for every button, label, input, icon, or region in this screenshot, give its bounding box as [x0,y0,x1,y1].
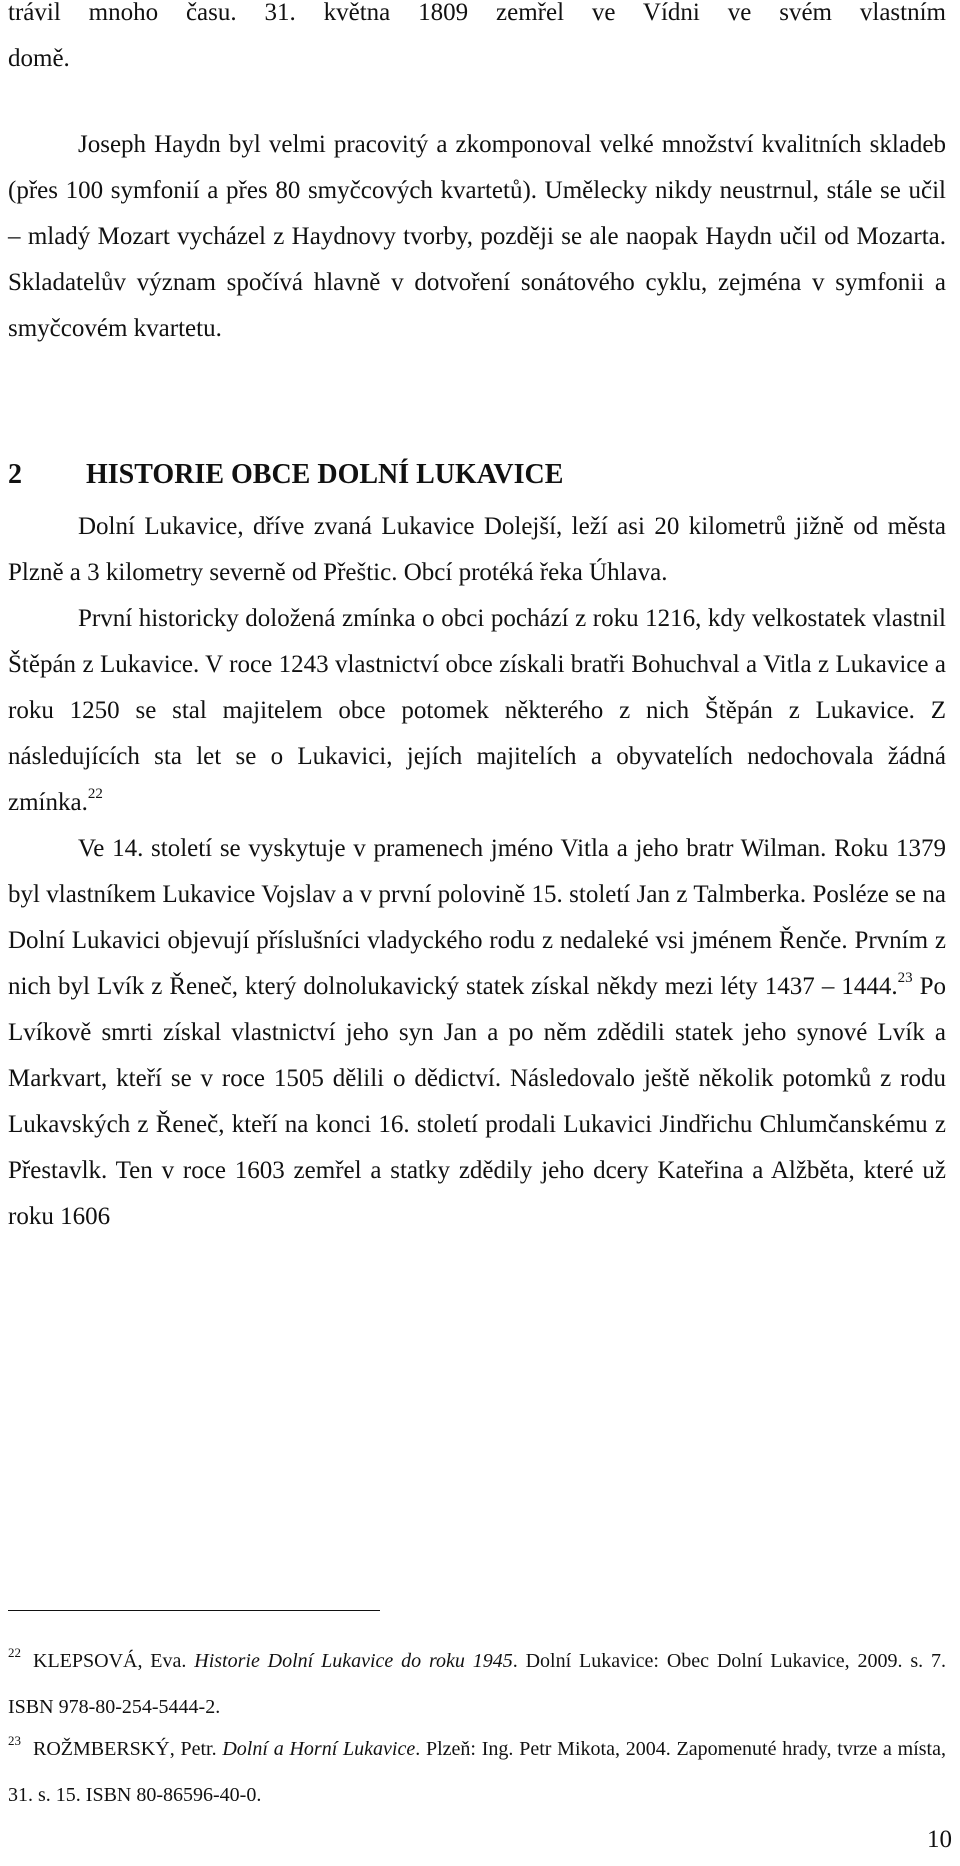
paragraph-owners-text-b: Po Lvíkově smrti získal vlastnictví jeho syn Jan a po něm zdědili statek jeho synové Lvík a Markvart, kteří se v roce 1505 dělili o dědictví. Následovalo ještě několik potomků z rodu Lukavských z Řeneč, kteří na konci 16. století prodali Lukavici Jindřichu Chlumčanskému z Přestavlk. Ten v roce 1603 zemřel a statky zdědily jeho dcery Kateřina a Alžběta, které už roku 1606 [8,973,946,1230]
page-number: 10 [927,1826,952,1853]
section-heading [8,450,946,500]
paragraph-owners-text-a: Ve 14. století se vyskytuje v pramenech jméno Vitla a jeho bratr Wilman. Roku 1379 byl vlastníkem Lukavice Vojslav a v první polovině 15. století Jan z Talmberka. Posléze se na Dolní Lukavici objevují příslušníci vladyckého rodu z nedaleké vsi jménem Řenče. Prvním z nich byl Lvík z Řeneč, který dolnolukavický statek získal někdy mezi léty 1437 – 1444. [8,835,946,1000]
footnote-separator [8,1610,380,1611]
footnote-22-mark: 22 [8,1645,21,1660]
footnote-22-author: KLEPSOVÁ, Eva. [33,1650,187,1672]
footnote-23-mark: 23 [8,1733,21,1748]
footnote-23-author: ROŽMBERSKÝ, Petr. [33,1738,217,1760]
section-number: 2 [8,459,22,490]
intro-line-1: trávil mnoho času. 31. května 1809 zemřel ve Vídni ve svém vlastním [8,0,946,26]
footnote-ref-23[interactable]: 23 [897,970,913,986]
footnote-23 [8,1726,946,1818]
footnote-22-rest: . Dolní Lukavice: Obec Dolní Lukavice, 2009. s. 7. ISBN 978-80-254-5444-2. [8,1650,947,1718]
paragraph-haydn: Joseph Haydn byl velmi pracovitý a zkomponoval velké množství kvalitních skladeb (přes 100 symfonií a přes 80 smyčcových kvartetů). Umělecky nikdy neustrnul, stále se učil – mladý Mozart vycházel z Haydnovy tvorby, později se ale naopak Haydn učil od Mozarta. Skladatelův význam spočívá hlavně v dotvoření sonátového cyklu, zejména v symfonii a smyčcovém kvartetu. [8,131,946,342]
intro-line-2: domě. [8,45,70,72]
paragraph-owners [8,826,946,1240]
footnote-22-title: Historie Dolní Lukavice do roku 1945 [194,1650,513,1672]
paragraph-first-mention [8,596,946,826]
footnote-23-rest: . Plzeň: Ing. Petr Mikota, 2004. Zapomenuté hrady, tvrze a místa, 31. s. 15. ISBN 80-86596-40-0. [8,1738,946,1806]
intro-paragraph [8,0,946,82]
footnote-22 [8,1638,946,1730]
section-title: HISTORIE OBCE DOLNÍ LUKAVICE [86,459,564,490]
paragraph-location: Dolní Lukavice, dříve zvaná Lukavice Dolejší, leží asi 20 kilometrů jižně od města Plzně a 3 kilometry severně od Přeštic. Obcí protéká řeka Úhlava. [8,513,946,586]
paragraph-first-mention-text: První historicky doložená zmínka o obci pochází z roku 1216, kdy velkostatek vlastnil Štěpán z Lukavice. V roce 1243 vlastnictví obce získali bratři Bohuchval a Vitla z Lukavice a roku 1250 se stal majitelem obce potomek některého z nich Štěpán z Lukavice. Z následujících sta let se o Lukavici, jejích majitelích a obyvatelích nedochovala žádná zmínka. [8,605,946,816]
footnote-ref-22[interactable]: 22 [87,786,103,802]
page-body [8,0,946,1240]
footnote-23-title: Dolní a Horní Lukavice [222,1738,416,1760]
